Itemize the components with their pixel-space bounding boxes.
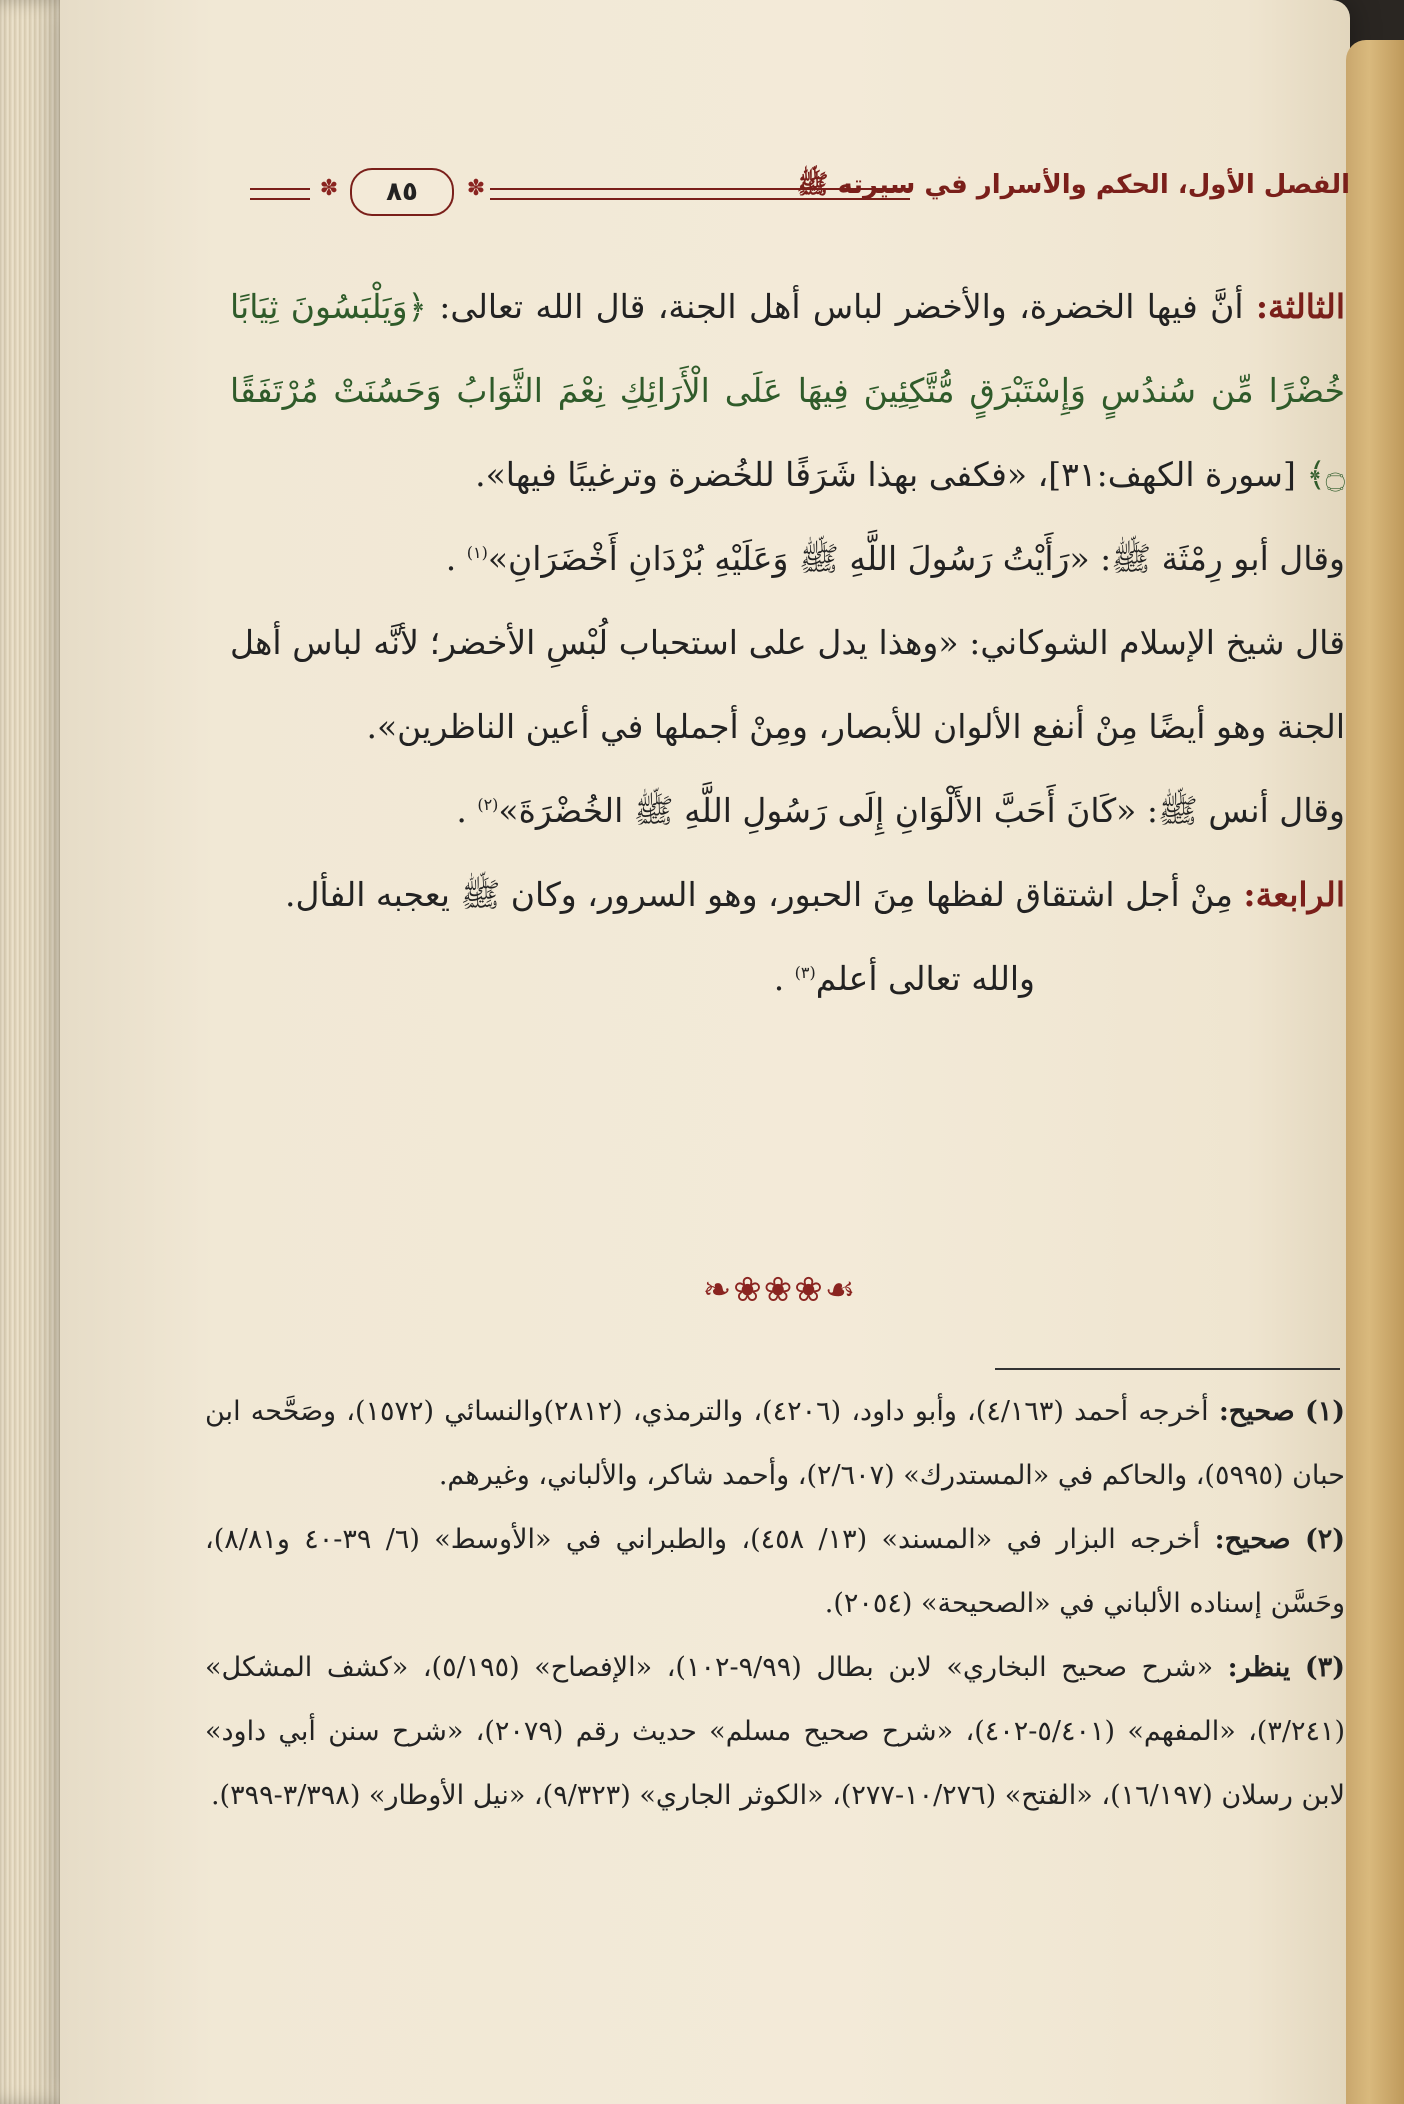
hadith-quote: «رَأَيْتُ رَسُولَ اللَّهِ ﷺ وَعَلَيْهِ بُرْدَانِ أَخْضَرَانِ» bbox=[487, 539, 1090, 578]
footnote-number: (٣) bbox=[1304, 1652, 1345, 1683]
paragraph-third bbox=[230, 265, 1345, 517]
footnote-grade: صحيح: bbox=[1214, 1524, 1291, 1555]
text: . bbox=[445, 539, 467, 578]
footnote-number: (٢) bbox=[1304, 1524, 1346, 1555]
footnote bbox=[205, 1636, 1345, 1828]
footnote-text: «شرح صحيح البخاري» لابن بطال (٩/٩٩-١٠٢)، «الإفصاح» (٥/١٩٥)، «كشف المشكل» (٣/٢٤١)، «المفهم» (٥/٤٠١-٤٠٢)، «شرح صحيح مسلم» حديث رقم (٢٠٧٩)، «شرح سنن أبي داود» لابن رسلان (١٦/١٩٧)، «الفتح» (١٠/٢٧٦-٢٧٧)، «الكوثر الجاري» (٩/٣٢٣)، «نيل الأوطار» (٣/٣٩٨-٣٩٩). bbox=[205, 1652, 1345, 1811]
flower-ornament-icon: ✽ bbox=[466, 176, 486, 201]
main-text bbox=[230, 265, 1345, 1021]
surah-reference: [سورة الكهف:٣١]، bbox=[1037, 455, 1307, 494]
header-rule-left bbox=[250, 188, 310, 200]
text: وقال أبو رِمْثَة ﷺ: bbox=[1089, 539, 1345, 578]
point-label: الرابعة: bbox=[1243, 875, 1345, 914]
text: وقال أنس ﷺ: bbox=[1136, 791, 1345, 830]
quran-verse: ﴿وَيَلْبَسُونَ ثِيَابًا خُضْرًا مِّن سُندُسٍ وَإِسْتَبْرَقٍ مُّتَّكِئِينَ فِيهَا عَلَى الْأَرَائِكِ نِعْمَ الثَّوَابُ وَحَسُنَتْ مُرْتَفَقًا ۝﴾ bbox=[230, 287, 1345, 494]
text: . bbox=[456, 791, 478, 830]
paragraph-shawkani bbox=[230, 601, 1345, 769]
text: مِنْ أجل اشتقاق لفظها مِنَ الحبور، وهو السرور، وكان ﷺ يعجبه الفأل. bbox=[284, 875, 1244, 914]
flower-ornament-icon: ✽ bbox=[319, 176, 339, 201]
paragraph-anas bbox=[230, 769, 1345, 853]
page-number: ٨٥ bbox=[350, 168, 454, 216]
footnotes bbox=[205, 1380, 1345, 1828]
footnote-marker: (٢) bbox=[477, 795, 499, 814]
footnote bbox=[205, 1508, 1345, 1636]
section-divider-ornament: ❧❀❀❀☙ bbox=[702, 1270, 858, 1310]
footnote bbox=[205, 1380, 1345, 1508]
book-cover-edge bbox=[1346, 40, 1404, 2104]
text: «فكفى بهذا شَرَفًا للخُضرة وترغيبًا فيها». bbox=[475, 455, 1038, 494]
point-label: الثالثة: bbox=[1255, 287, 1345, 326]
chapter-title: الفصل الأول، الحكم والأسرار في سيرته ﷺ bbox=[797, 170, 1350, 200]
paragraph-fourth bbox=[230, 853, 1345, 937]
paragraph-abu-rimtha bbox=[230, 517, 1345, 601]
footnote-text: أخرجه أحمد (٤/١٦٣)، وأبو داود، (٤٢٠٦)، والترمذي، (٢٨١٢)والنسائي (١٥٧٢)، وصَحَّحه ابن حبان (٥٩٩٥)، والحاكم في «المستدرك» (٢/٦٠٧)، وأحمد شاكر، والألباني، وغيرهم. bbox=[205, 1396, 1345, 1491]
running-header bbox=[250, 160, 1350, 220]
header-rule bbox=[490, 188, 910, 200]
footnote-marker: (١) bbox=[466, 543, 488, 562]
footnote-marker: (٣) bbox=[794, 963, 816, 982]
footnote-grade: ينظر: bbox=[1227, 1652, 1291, 1683]
text: أنَّ فيها الخضرة، والأخضر لباس أهل الجنة، قال الله تعالى: bbox=[426, 287, 1256, 326]
text: . bbox=[773, 959, 795, 998]
paragraph-closing bbox=[230, 937, 1345, 1021]
footnote-number: (١) bbox=[1304, 1396, 1346, 1427]
footnote-grade: صحيح: bbox=[1218, 1396, 1295, 1427]
text: والله تعالى أعلم bbox=[815, 959, 1035, 998]
footnote-text: أخرجه البزار في «المسند» (١٣/ ٤٥٨)، والطبراني في «الأوسط» (٦/ ٣٩-٤٠ و٨/٨١)، وحَسَّن إسناده الألباني في «الصحيحة» (٢٠٥٤). bbox=[205, 1524, 1345, 1619]
hadith-quote: «كَانَ أَحَبَّ الأَلْوَانِ إِلَى رَسُولِ اللَّهِ ﷺ الخُضْرَةَ» bbox=[498, 791, 1137, 830]
footnote-rule bbox=[995, 1368, 1340, 1370]
text: قال شيخ الإسلام الشوكاني: «وهذا يدل على استحباب لُبْسِ الأخضر؛ لأنَّه لباس أهل الجنة وهو أيضًا مِنْ أنفع الألوان للأبصار، ومِنْ أجملها في أعين الناظرين». bbox=[230, 623, 1345, 746]
